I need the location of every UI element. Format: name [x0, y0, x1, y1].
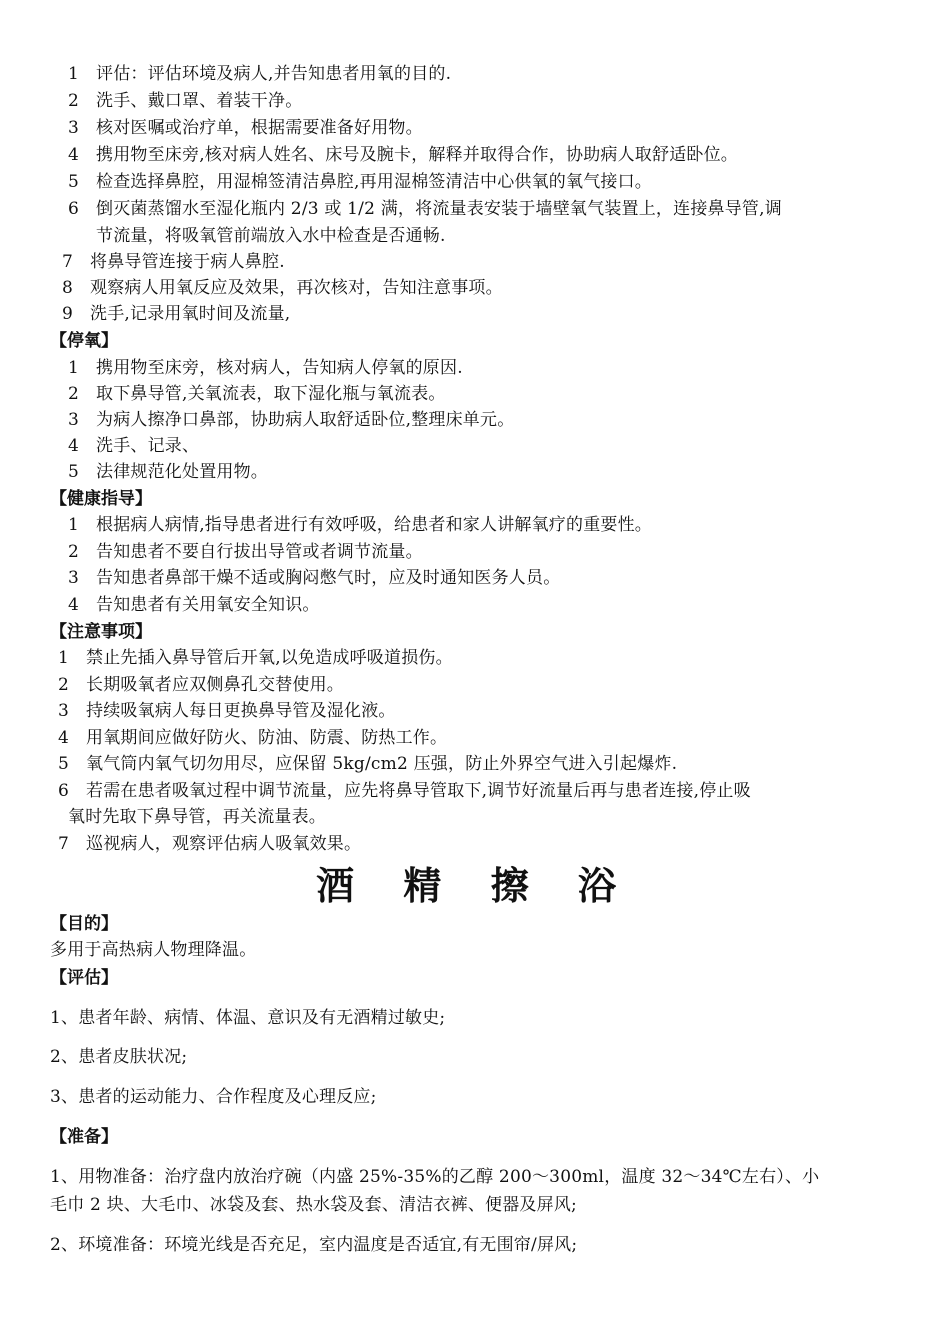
section-title-alcohol-bath: 酒 精 擦 浴: [316, 864, 634, 908]
precaution-item: 6 若需在患者吸氧过程中调节流量，应先将鼻导管取下,调节好流量后再与患者连接,停止吸: [58, 781, 751, 801]
precaution-item-continuation: 氧时先取下鼻导管，再关流量表。: [68, 807, 326, 827]
health-guidance-item: 3 告知患者鼻部干燥不适或胸闷憋气时，应及时通知医务人员。: [68, 568, 561, 588]
oxygen-step: 4 携用物至床旁,核对病人姓名、床号及腕卡，解释并取得合作，协助病人取舒适卧位。: [68, 145, 739, 165]
oxygen-step: 1 评估：评估环境及病人,并告知患者用氧的目的.: [68, 64, 452, 84]
precaution-item: 7 巡视病人，观察评估病人吸氧效果。: [58, 834, 362, 854]
preparation-item: 1、用物准备：治疗盘内放治疗碗（内盛 25%-35%的乙醇 200～300ml，温度 32～34℃左右）、小: [50, 1167, 820, 1187]
oxygen-step: 8 观察病人用氧反应及效果，再次核对，告知注意事项。: [62, 278, 503, 298]
section-heading-purpose: 【目的】: [50, 914, 118, 934]
section-heading-health-guidance: 【健康指导】: [50, 489, 152, 509]
precaution-item: 5 氧气筒内氧气切勿用尽，应保留 5kg/cm2 压强，防止外界空气进入引起爆炸.: [58, 754, 678, 774]
oxygen-step: 2 洗手、戴口罩、着装干净。: [68, 91, 303, 111]
preparation-item: 2、环境准备：环境光线是否充足，室内温度是否适宜,有无围帘/屏风;: [50, 1235, 578, 1255]
precaution-item: 2 长期吸氧者应双侧鼻孔交替使用。: [58, 675, 344, 695]
precaution-item: 4 用氧期间应做好防火、防油、防震、防热工作。: [58, 728, 448, 748]
oxygen-step: 6 倒灭菌蒸馏水至湿化瓶内 2/3 或 1/2 满，将流量表安装于墙壁氧气装置上，连接鼻导管,调: [68, 199, 782, 219]
precaution-item: 3 持续吸氧病人每日更换鼻导管及湿化液。: [58, 701, 396, 721]
purpose-text: 多用于高热病人物理降温。: [50, 940, 257, 960]
preparation-item-continuation: 毛巾 2 块、大毛巾、冰袋及套、热水袋及套、清洁衣裤、便器及屏风;: [50, 1195, 577, 1215]
section-heading-preparation: 【准备】: [50, 1127, 118, 1147]
oxygen-step: 5 检查选择鼻腔，用湿棉签清洁鼻腔,再用湿棉签清洁中心供氧的氧气接口。: [68, 172, 653, 192]
oxygen-step-continuation: 节流量，将吸氧管前端放入水中检查是否通畅.: [96, 226, 446, 246]
precaution-item: 1 禁止先插入鼻导管后开氧,以免造成呼吸道损伤。: [58, 648, 453, 668]
stop-oxygen-item: 5 法律规范化处置用物。: [68, 462, 268, 482]
assessment-item: 3、患者的运动能力、合作程度及心理反应;: [50, 1087, 377, 1107]
oxygen-step: 9 洗手,记录用氧时间及流量,: [62, 304, 291, 324]
section-heading-assessment: 【评估】: [50, 968, 118, 988]
stop-oxygen-item: 1 携用物至床旁，核对病人，告知病人停氧的原因.: [68, 358, 463, 378]
assessment-item: 2、患者皮肤状况;: [50, 1047, 188, 1067]
oxygen-step: 3 核对医嘱或治疗单，根据需要准备好用物。: [68, 118, 423, 138]
oxygen-step: 7 将鼻导管连接于病人鼻腔.: [62, 252, 285, 272]
section-heading-precautions: 【注意事项】: [50, 622, 152, 642]
stop-oxygen-item: 4 洗手、记录、: [68, 436, 200, 456]
health-guidance-item: 4 告知患者有关用氧安全知识。: [68, 595, 320, 615]
health-guidance-item: 1 根据病人病情,指导患者进行有效呼吸，给患者和家人讲解氧疗的重要性。: [68, 515, 653, 535]
health-guidance-item: 2 告知患者不要自行拔出导管或者调节流量。: [68, 542, 423, 562]
section-heading-stop-oxygen: 【停氧】: [50, 331, 118, 351]
assessment-item: 1、患者年龄、病情、体温、意识及有无酒精过敏史;: [50, 1008, 446, 1028]
stop-oxygen-item: 3 为病人擦净口鼻部，协助病人取舒适卧位,整理床单元。: [68, 410, 515, 430]
stop-oxygen-item: 2 取下鼻导管,关氧流表，取下湿化瓶与氧流表。: [68, 384, 446, 404]
